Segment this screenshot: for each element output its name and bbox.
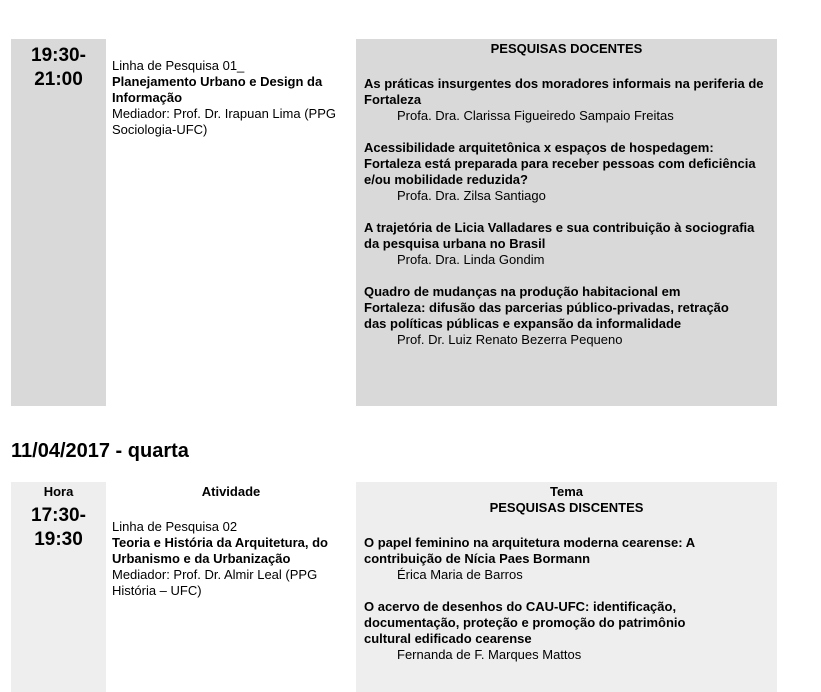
- research-line-title: Teoria e História da Arquitetura, do Urbanismo e da Urbanização: [112, 535, 328, 566]
- paper-author: Profa. Dra. Clarissa Figueiredo Sampaio Freitas: [397, 108, 674, 123]
- day-heading: 11/04/2017 - quarta: [11, 440, 189, 462]
- time-start: 19:30-: [31, 45, 86, 66]
- list-item: [364, 76, 764, 124]
- time-start: 17:30-: [31, 505, 86, 526]
- activity-cell: [106, 482, 356, 692]
- list-item: [364, 220, 764, 268]
- column-header-atividade: Atividade: [201, 484, 261, 499]
- theme-cell: [356, 39, 777, 406]
- list-item: [364, 535, 764, 583]
- time-end: 19:30: [34, 529, 83, 550]
- paper-author: Profa. Dra. Linda Gondim: [397, 252, 545, 267]
- time-cell: [11, 482, 106, 692]
- column-header-hora: Hora: [43, 484, 74, 499]
- list-item: [364, 599, 734, 663]
- list-item: [364, 140, 764, 204]
- paper-title: Acessibilidade arquitetônica x espaços de hospedagem: Fortaleza está preparada para receber pessoas com deficiência e/ou mobilidade reduzida?: [364, 140, 756, 187]
- paper-title: As práticas insurgentes dos moradores informais na periferia de Fortaleza: [364, 76, 764, 107]
- research-line: Linha de Pesquisa 02: [112, 519, 238, 534]
- theme-cell: [356, 482, 777, 692]
- paper-author: Prof. Dr. Luiz Renato Bezerra Pequeno: [397, 332, 623, 347]
- paper-author: Érica Maria de Barros: [397, 567, 523, 582]
- time-cell: [11, 39, 106, 406]
- paper-title: Quadro de mudanças na produção habitacional em Fortaleza: difusão das parcerias público-privadas, retração das políticas públicas e expansão da informalidade: [364, 284, 729, 331]
- research-line-title: Planejamento Urbano e Design da Informação: [112, 74, 323, 105]
- paper-author: Fernanda de F. Marques Mattos: [397, 647, 582, 662]
- section-title: PESQUISAS DOCENTES: [490, 41, 643, 56]
- paper-title: A trajetória de Licia Valladares e sua contribuição à sociografia da pesquisa urbana no Brasil: [364, 220, 755, 251]
- activity-cell: [112, 58, 352, 138]
- research-line: Linha de Pesquisa 01_: [112, 58, 245, 73]
- time-end: 21:00: [34, 69, 83, 90]
- mediator: Mediador: Prof. Dr. Almir Leal (PPG História – UFC): [112, 567, 318, 598]
- column-header-tema: Tema: [550, 484, 583, 499]
- paper-title: O acervo de desenhos do CAU-UFC: identificação, documentação, proteção e promoção do patrimônio cultural edificado cearense: [364, 599, 686, 646]
- mediator: Mediador: Prof. Dr. Irapuan Lima (PPG Sociologia-UFC): [112, 106, 336, 137]
- paper-author: Profa. Dra. Zilsa Santiago: [397, 188, 546, 203]
- paper-title: O papel feminino na arquitetura moderna cearense: A contribuição de Nícia Paes Bormann: [364, 535, 695, 566]
- section-title: PESQUISAS DISCENTES: [489, 500, 644, 515]
- list-item: [364, 284, 734, 348]
